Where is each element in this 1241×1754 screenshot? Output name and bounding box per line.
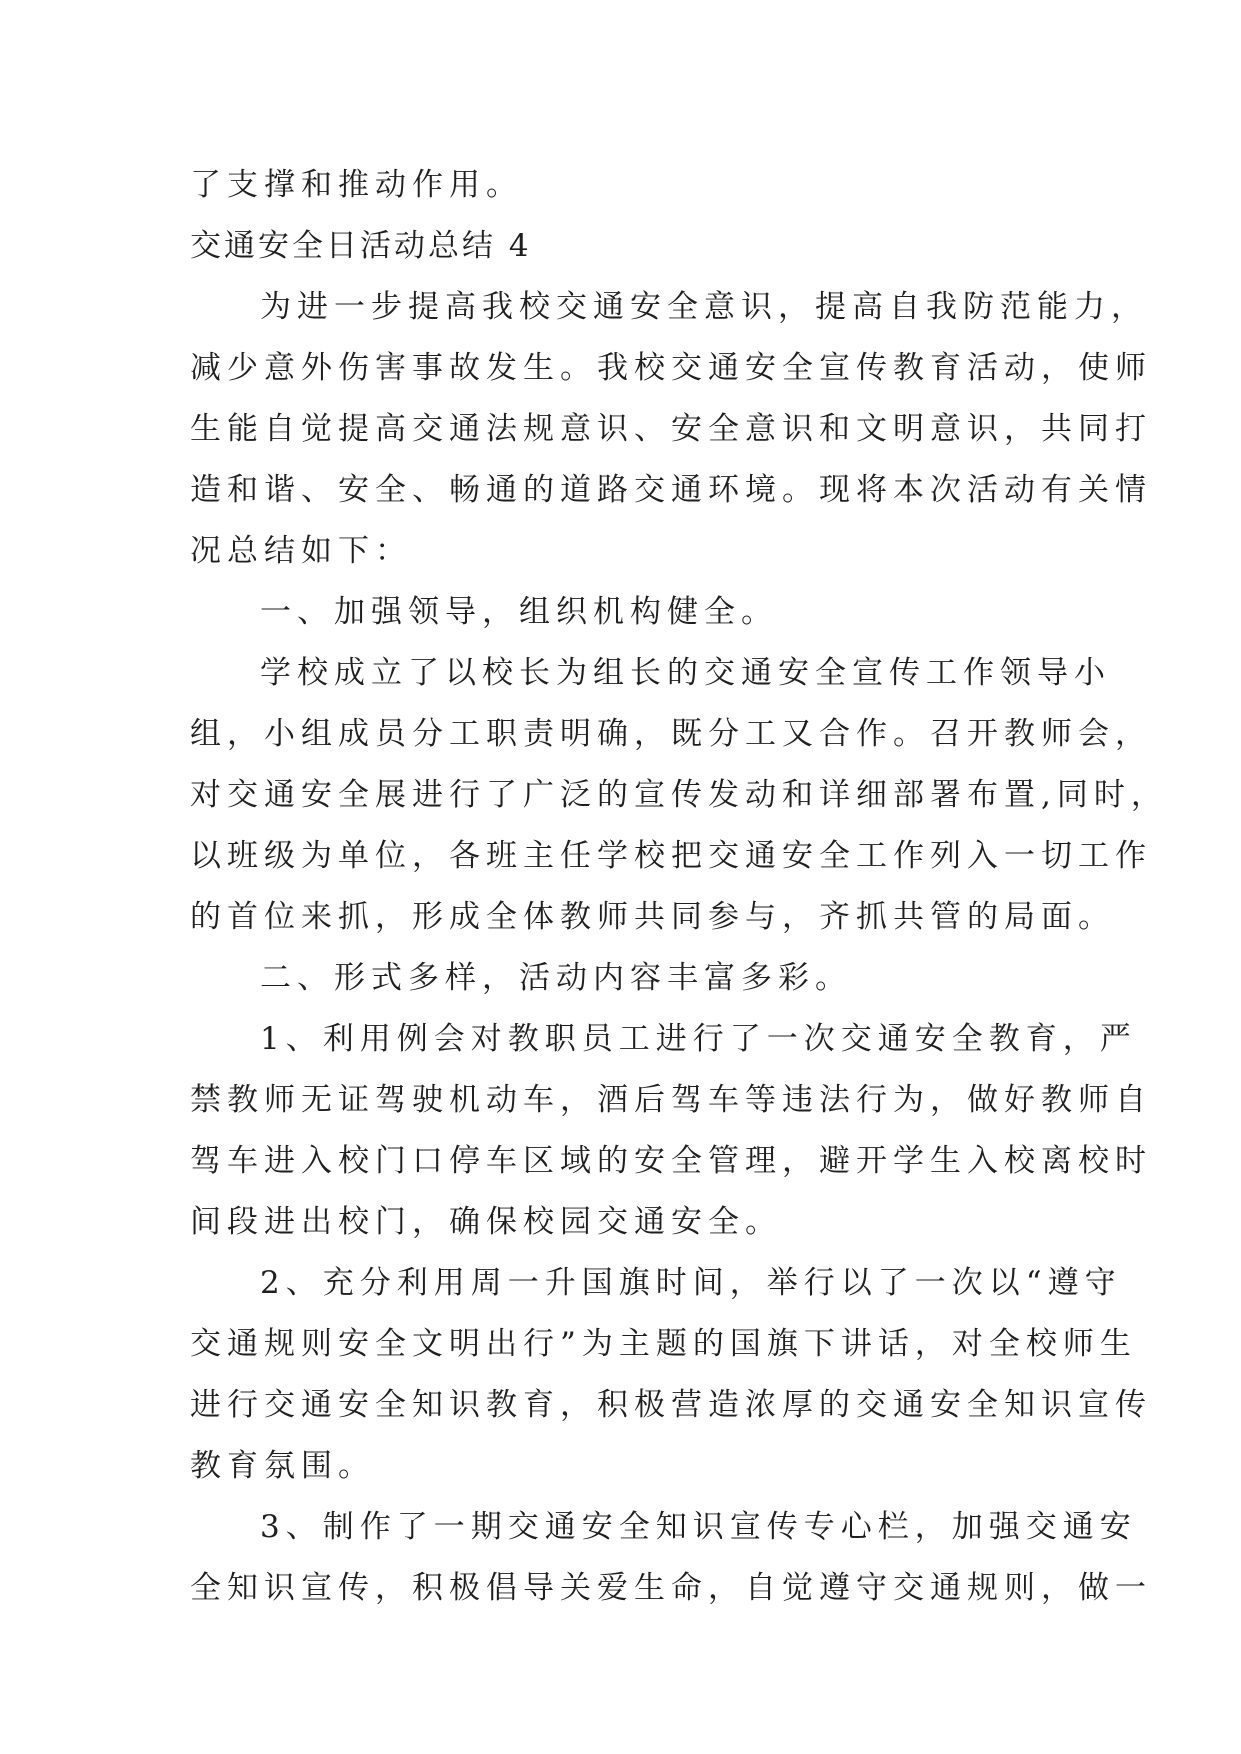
paragraph-line: 生能自觉提高交通法规意识、安全意识和文明意识，共同打 — [190, 411, 1152, 447]
paragraph-line: 的首位来抓，形成全体教师共同参与，齐抓共管的局面。 — [190, 899, 1115, 935]
paragraph-line: 进行交通安全知识教育，积极营造浓厚的交通安全知识宣传 — [190, 1387, 1152, 1423]
section-title: 交通安全日活动总结 4 — [190, 228, 532, 264]
paragraph-line: 1、利用例会对教职员工进行了一次交通安全教育，严 — [260, 1021, 1137, 1057]
paragraph-line: 驾车进入校门口停车区域的安全管理，避开学生入校离校时 — [190, 1143, 1152, 1179]
paragraph-line: 组，小组成员分工职责明确，既分工又合作。召开教师会， — [190, 716, 1152, 752]
heading-line: 二、形式多样，活动内容丰富多彩。 — [260, 960, 852, 996]
paragraph-line: 交通规则安全文明出行”为主题的国旗下讲话，对全校师生 — [190, 1326, 1137, 1362]
paragraph-line: 间段进出校门，确保校园交通安全。 — [190, 1204, 782, 1240]
paragraph-line: 禁教师无证驾驶机动车，酒后驾车等违法行为，做好教师自 — [190, 1082, 1152, 1118]
paragraph-line: 对交通安全展进行了广泛的宣传发动和详细部署布置,同时， — [190, 777, 1168, 813]
paragraph-line: 2、充分利用周一升国旗时间，举行以了一次以“遵守 — [260, 1265, 1122, 1301]
heading-line: 一、加强领导，组织机构健全。 — [260, 594, 778, 630]
paragraph-line: 减少意外伤害事故发生。我校交通安全宣传教育活动，使师 — [190, 350, 1152, 386]
paragraph-line: 造和谐、安全、畅通的道路交通环境。现将本次活动有关情 — [190, 472, 1152, 508]
paragraph-line: 教育氛围。 — [190, 1448, 375, 1484]
paragraph-line: 3、制作了一期交通安全知识宣传专心栏，加强交通安 — [260, 1509, 1137, 1545]
paragraph-line: 为进一步提高我校交通安全意识，提高自我防范能力， — [260, 289, 1148, 325]
paragraph-line: 以班级为单位，各班主任学校把交通安全工作列入一切工作 — [190, 838, 1152, 874]
paragraph-line: 学校成立了以校长为组长的交通安全宣传工作领导小 — [260, 655, 1111, 691]
paragraph-line: 全知识宣传，积极倡导关爱生命，自觉遵守交通规则，做一 — [190, 1570, 1152, 1606]
paragraph-line: 况总结如下： — [190, 533, 412, 569]
body-line: 了支撑和推动作用。 — [190, 167, 523, 203]
document-body — [190, 155, 1168, 1619]
